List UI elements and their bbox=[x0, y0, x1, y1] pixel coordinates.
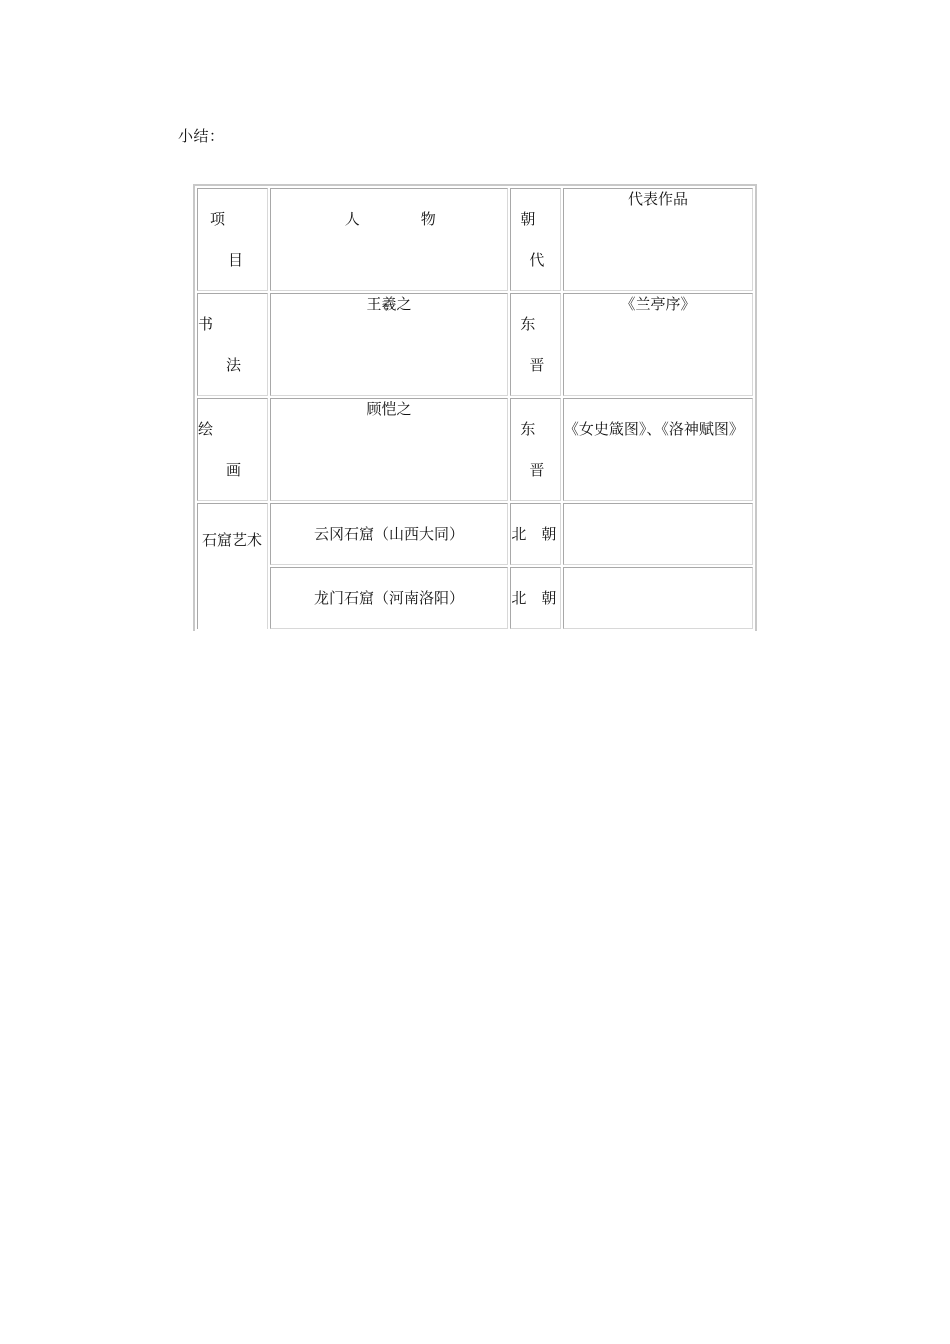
painting-item-line1: 绘 bbox=[198, 420, 214, 438]
grotto-works-cell bbox=[563, 503, 753, 565]
painting-item-line2: 画 bbox=[226, 461, 242, 479]
table-row bbox=[197, 293, 753, 396]
header-dynasty-cell bbox=[510, 188, 561, 291]
painting-person-cell bbox=[270, 398, 509, 501]
calligraphy-dynasty-cell bbox=[510, 293, 561, 396]
header-works: 代表作品 bbox=[627, 190, 688, 208]
header-item-line2: 目 bbox=[228, 251, 244, 269]
grotto-item-cell bbox=[197, 503, 268, 629]
grotto-site-cell bbox=[270, 567, 509, 629]
calligraphy-dynasty-line2: 晋 bbox=[529, 356, 545, 374]
header-person-a: 人 bbox=[344, 210, 360, 228]
calligraphy-person-cell bbox=[270, 293, 509, 396]
painting-item-cell bbox=[197, 398, 268, 501]
table-row bbox=[197, 398, 753, 501]
grotto-dynasty-cell bbox=[510, 567, 561, 629]
header-person-b: 物 bbox=[420, 210, 436, 228]
calligraphy-item-cell bbox=[197, 293, 268, 396]
calligraphy-dynasty-line1: 东 bbox=[520, 315, 536, 333]
calligraphy-works: 《兰亭序》 bbox=[620, 295, 696, 313]
table-row bbox=[197, 567, 753, 629]
calligraphy-item-line1: 书 bbox=[198, 315, 214, 333]
painting-dynasty-line1: 东 bbox=[520, 420, 536, 438]
summary-heading: 小结： bbox=[178, 127, 225, 145]
calligraphy-item-line2: 法 bbox=[226, 356, 242, 374]
header-person-cell bbox=[270, 188, 509, 291]
summary-table bbox=[193, 184, 757, 631]
grotto-item: 石窟艺术 bbox=[202, 531, 263, 549]
grotto-dynasty: 北 朝 bbox=[511, 589, 557, 607]
grotto-dynasty-cell bbox=[510, 503, 561, 565]
calligraphy-works-cell bbox=[563, 293, 753, 396]
header-works-cell bbox=[563, 188, 753, 291]
table-header-row bbox=[197, 188, 753, 291]
grotto-site-cell bbox=[270, 503, 509, 565]
painting-works: 《女史箴图》、《洛神赋图》 bbox=[563, 420, 744, 438]
grotto-works-cell bbox=[563, 567, 753, 629]
painting-dynasty-line2: 晋 bbox=[529, 461, 545, 479]
painting-dynasty-cell bbox=[510, 398, 561, 501]
grotto-site-name: 龙门石窟（河南洛阳） bbox=[314, 589, 465, 607]
painting-person: 顾恺之 bbox=[366, 400, 412, 418]
painting-works-cell bbox=[563, 398, 753, 501]
header-item-line1: 项 bbox=[210, 210, 226, 228]
header-dynasty-line2: 代 bbox=[529, 251, 545, 269]
calligraphy-person: 王羲之 bbox=[366, 295, 412, 313]
header-dynasty-line1: 朝 bbox=[520, 210, 536, 228]
grotto-dynasty: 北 朝 bbox=[511, 525, 557, 543]
table-row bbox=[197, 503, 753, 565]
header-item-cell bbox=[197, 188, 268, 291]
grotto-site-name: 云冈石窟（山西大同） bbox=[314, 525, 465, 543]
